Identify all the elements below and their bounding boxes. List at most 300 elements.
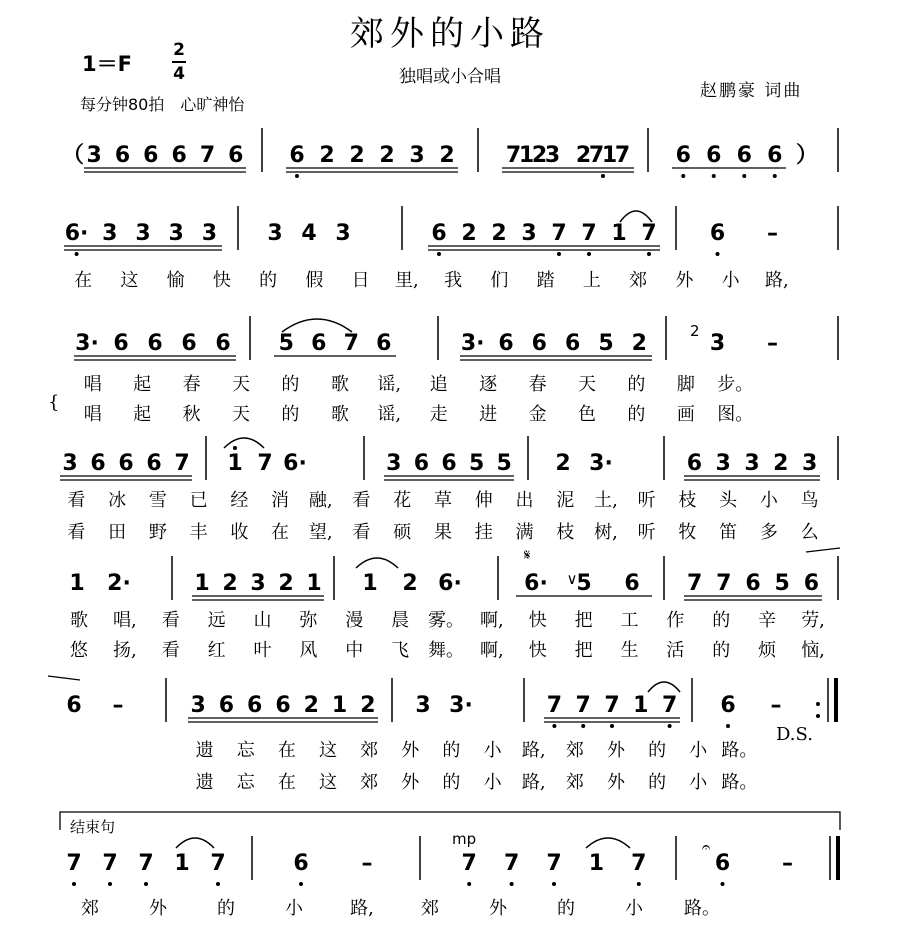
lyric-syllable: 树, [594,522,618,543]
lyric-syllable: 外 [149,898,167,919]
note-digit: 6 [215,331,231,356]
note-digit: 2 [349,143,365,168]
lyric-syllable: 画 [676,404,695,425]
low-octave-dot [610,724,614,728]
lyric-syllable: 劳, [801,610,825,631]
note-digit: 1 [227,451,243,476]
sustain-dash: – [770,693,782,718]
note-digit: 1 [362,571,378,596]
slur [356,558,398,568]
lyric-syllable: 这 [120,270,139,291]
note-digit: 6 [675,143,691,168]
low-octave-dot [510,882,514,886]
lyric-syllable: 走 [429,404,448,425]
note-digit: 1 [611,221,627,246]
note-digit: 3 [544,143,561,168]
note-digit: 6 [90,451,106,476]
note-digit: 6 [767,143,783,168]
note-digit: 7 [686,571,703,596]
low-octave-dot [552,882,556,886]
lyric-syllable: 挂 [474,522,493,543]
lyric-syllable: 啊, [480,610,504,631]
lyric-syllable: 外 [401,740,420,761]
note-digit: 7 [575,693,591,718]
time-denominator: 4 [173,64,185,84]
lyric-syllable: 硕 [393,522,412,543]
note-digit: 1 [69,571,85,596]
dynamic-mp: mp [452,830,477,848]
note-digit: 7 [604,693,620,718]
lyric-syllable: 图。 [717,404,754,425]
note-digit: 7 [614,143,631,168]
ending-bracket [60,812,840,830]
low-octave-dot [668,724,672,728]
lyric-syllable: 起 [133,374,152,395]
low-octave-dot [637,882,641,886]
note-digit: 6· [64,221,89,246]
lyric-syllable: 天 [232,404,250,425]
note-digit: 6 [498,331,514,356]
lyric-syllable: 路。 [721,772,758,793]
note-digit: 1 [633,693,649,718]
lyric-syllable: 歌 [330,374,349,395]
note-digit: 6 [709,221,726,246]
note-digit: 6 [66,693,82,718]
note-digit: 3 [250,571,266,596]
lyric-syllable: 歌 [69,610,88,631]
verse-brace: { [48,392,60,413]
lyric-syllable: 融, [308,490,333,511]
note-digit: 6 [113,331,129,356]
lyric-syllable: 日 [351,270,370,291]
note-digit: 3 [386,451,402,476]
note-digit: 7 [461,851,477,876]
lyric-syllable: 的 [648,772,667,793]
lyric-syllable: 看 [161,610,180,631]
note-digit: 7 [503,851,520,876]
note-digit: 3 [190,693,206,718]
lyric-syllable: 步。 [717,374,754,395]
lyric-syllable: 春 [182,374,201,395]
note-digit: 6 [720,693,736,718]
note-digit: 7 [546,693,563,718]
note-digit: 7 [102,851,118,876]
lyric-syllable: 土, [594,490,618,511]
note-digit: 3 [521,221,537,246]
lyric-syllable: 的 [281,374,300,395]
lyric-syllable: 的 [627,404,646,425]
lyric-syllable: 消 [271,490,290,511]
note-digit: 6 [228,143,244,168]
low-octave-dot [712,174,716,178]
note-digit: 2 [278,571,294,596]
lyric-syllable: 泥 [556,490,575,511]
note-digit: 3 [267,221,283,246]
note-digit: 1 [588,851,605,876]
lyric-syllable: 的 [281,404,300,425]
low-octave-dot [295,174,299,178]
note-digit: 6 [441,451,457,476]
lyric-syllable: 飞 [391,640,410,661]
lyric-syllable: 郊 [565,740,584,761]
note-digit: 2 [575,143,592,168]
low-octave-dot [681,174,685,178]
lyric-syllable: 愉 [166,270,185,291]
lyric-syllable: 的 [259,270,278,291]
lyric-syllable: 追 [429,374,448,395]
low-octave-dot [726,724,730,728]
lyric-syllable: 郊 [565,772,584,793]
note-digit: 3 [86,143,102,168]
lyric-syllable: 看 [67,522,86,543]
lyric-syllable: 工 [620,610,639,631]
lyric-syllable: 田 [108,522,127,543]
note-digit: 7 [631,851,647,876]
tempo-marking: 每分钟80拍 心旷神怡 [80,95,245,114]
lyric-syllable: 郊 [81,898,99,919]
lyric-syllable: 晨 [391,610,410,631]
key-signature: 1＝F [82,52,132,76]
lyric-syllable: 春 [528,374,547,395]
lyric-syllable: 恼, [801,640,825,661]
lyric-syllable: 外 [607,740,625,761]
lyric-syllable: 烦 [758,640,777,661]
lyric-syllable: 忘 [236,740,255,761]
slur [224,438,264,448]
lyric-syllable: 小 [759,490,778,511]
lyric-syllable: 啊, [480,640,504,661]
lyric-syllable: 已 [189,490,208,511]
note-digit: 6 [413,451,430,476]
lyric-syllable: 生 [620,640,639,661]
note-digit: 3· [75,331,99,356]
lyric-syllable: 的 [442,772,461,793]
lyric-syllable: 的 [442,740,461,761]
low-octave-dot [716,252,720,256]
lyric-syllable: 小 [689,772,708,793]
note-digit: 3· [589,451,613,476]
note-digit: 1 [601,143,618,168]
author-credit: 赵鹏豪 词曲 [700,81,803,101]
lyric-syllable: 满 [515,522,534,543]
low-octave-dot [552,724,556,728]
breath-tick: ∨ [566,570,578,588]
note-digit: 2 [319,143,335,168]
note-digit: 2 [773,451,789,476]
note-digit: 4 [301,221,317,246]
lyric-syllable: 听 [637,522,656,543]
ending-label: 结束句 [70,818,116,836]
note-digit: 3 [135,221,151,246]
lyric-syllable: 路。 [684,898,720,919]
lyric-syllable: 秋 [182,404,201,425]
lyric-syllable: 的 [712,640,731,661]
note-digit: 7 [641,221,657,246]
lyric-syllable: 这 [319,772,337,793]
lyric-syllable: 雪 [148,490,167,511]
lyric-syllable: 看 [67,490,86,511]
lyric-syllable: 枝 [678,490,697,511]
note-digit: 2 [439,143,455,168]
low-octave-dot [742,174,746,178]
lyric-syllable: 经 [230,490,249,511]
note-digit: 6 [803,571,820,596]
lyric-syllable: 色 [578,404,596,425]
lyric-syllable: 看 [352,522,371,543]
lyric-syllable: 把 [574,610,593,631]
lyric-syllable: 的 [217,898,235,919]
lyric-syllable: 天 [232,374,250,395]
open-paren: （ [62,143,85,168]
low-octave-dot [467,882,471,886]
lyric-syllable: 冰 [108,490,127,511]
note-digit: 2 [461,221,477,246]
note-digit: 6 [736,143,752,168]
time-numerator: 2 [173,40,185,60]
lyric-syllable: 进 [479,404,498,425]
lyric-syllable: 小 [483,740,502,761]
note-digit: 6 [706,143,722,168]
lyric-syllable: 把 [574,640,593,661]
lyric-syllable: 谣, [377,374,402,395]
dal-segno-mark: D.S. [776,724,813,745]
lyric-syllable: 郊 [360,772,379,793]
lyric-syllable: 悠 [69,640,88,661]
note-digit: 6 [247,693,263,718]
lyric-syllable: 小 [625,898,643,919]
note-digit: 5 [774,571,790,596]
lyric-syllable: 外 [401,772,420,793]
note-digit: 5 [598,331,614,356]
lyric-syllable: 假 [305,270,324,291]
note-digit: 2 [491,221,507,246]
lyric-syllable: 的 [712,610,731,631]
sustain-dash: – [361,851,373,876]
close-paren: ） [796,143,819,168]
lyric-syllable: 多 [759,522,778,543]
lyric-syllable: 路, [350,898,374,919]
repeat-dot [816,702,820,706]
lyric-syllable: 的 [648,740,667,761]
note-digit: 6 [146,451,162,476]
lyric-syllable: 在 [271,522,290,543]
low-octave-dot [587,252,591,256]
lyric-syllable: 收 [230,522,249,543]
note-digit: 2· [107,571,131,596]
note-digit: 2 [303,693,319,718]
low-octave-dot [581,724,585,728]
note-digit: 3 [409,143,425,168]
note-digit: 5 [576,571,592,596]
note-digit: 2 [222,571,238,596]
note-digit: 6 [171,143,187,168]
lyric-syllable: 起 [133,404,152,425]
note-digit: 6 [181,331,197,356]
note-digit: 6· [438,571,462,596]
lyric-syllable: 漫 [345,610,364,631]
lyric-syllable: 外 [607,772,625,793]
note-digit: 3 [709,331,726,356]
lyric-syllable: 脚 [676,374,695,395]
lyric-syllable: 快 [212,270,231,291]
lyric-syllable: 弥 [299,610,318,631]
lyric-syllable: 踏 [536,270,555,291]
slur [586,838,630,848]
lyric-syllable: 上 [582,270,601,291]
tie-start [806,548,840,552]
sustain-dash: – [767,331,778,356]
low-octave-dot [216,882,220,886]
lyric-syllable: 红 [207,640,226,661]
note-digit: 6 [376,331,392,356]
lyric-syllable: 枝 [556,522,575,543]
lyric-syllable: 听 [637,490,656,511]
note-digit: 6· [524,571,548,596]
lyric-syllable: 舞。 [428,640,464,661]
tie-end [48,676,80,680]
low-octave-dot [437,252,441,256]
lyric-syllable: 望, [308,522,333,543]
lyric-syllable: 在 [74,270,93,291]
note-digit: 7 [546,851,562,876]
page-title: 郊外的小路 [350,14,550,54]
low-octave-dot [75,252,79,256]
note-digit: 1 [518,143,535,168]
low-octave-dot [299,882,303,886]
lyric-syllable: 小 [689,740,708,761]
lyric-syllable: 天 [578,374,596,395]
lyric-syllable: 郊 [421,898,439,919]
lyric-syllable: 活 [666,640,685,661]
lyric-syllable: 么 [800,522,819,543]
low-octave-dot [557,252,561,256]
slur [176,838,214,848]
lyric-syllable: 笛 [719,522,738,543]
lyric-syllable: 雾。 [428,610,464,631]
lyric-syllable: 扬, [112,640,137,661]
lyric-syllable: 辛 [758,610,777,631]
lyric-syllable: 草 [434,490,452,511]
lyric-syllable: 小 [285,898,303,919]
note-digit: 3 [744,451,760,476]
lyric-syllable: 头 [719,490,738,511]
lyric-syllable: 小 [721,270,740,291]
lyric-syllable: 这 [319,740,337,761]
low-octave-dot [721,882,725,886]
note-digit: 7 [716,571,732,596]
lyric-syllable: 外 [489,898,507,919]
note-digit: 6 [431,221,447,246]
lyric-syllable: 在 [277,740,296,761]
note-digit: 1 [306,571,322,596]
segno-sign: 𝄋 [524,546,531,564]
note-digit: 3· [449,693,473,718]
note-digit: 1 [174,851,190,876]
note-digit: 6 [686,451,703,476]
sustain-dash: – [782,851,793,876]
lyric-syllable: 看 [352,490,371,511]
lyric-syllable: 路, [521,740,546,761]
lyric-syllable: 出 [515,490,534,511]
low-octave-dot [773,174,777,178]
lyric-syllable: 远 [207,610,226,631]
lyric-syllable: 在 [277,772,296,793]
note-digit: 6 [311,331,327,356]
note-digit: 7 [257,451,273,476]
note-digit: 6 [565,331,581,356]
note-digit: 7 [174,451,190,476]
note-digit: 6 [275,693,291,718]
lyric-syllable: 里, [395,270,419,291]
note-digit: 6 [143,143,159,168]
lyric-syllable: 忘 [236,772,255,793]
note-digit: 6· [283,451,307,476]
lyric-syllable: 路, [521,772,546,793]
lyric-syllable: 我 [444,270,463,291]
note-digit: 3· [460,331,485,356]
lyric-syllable: 快 [528,640,547,661]
note-digit: 2 [531,143,548,168]
low-octave-dot [647,252,651,256]
lyric-syllable: 路, [765,270,789,291]
note-digit: 7 [138,851,154,876]
note-digit: 6 [147,331,163,356]
subtitle: 独唱或小合唱 [399,67,501,87]
note-digit: 6 [114,143,131,168]
note-digit: 5 [468,451,485,476]
note-digit: 2 [379,143,395,168]
lyric-syllable: 的 [557,898,575,919]
low-octave-dot [601,174,605,178]
note-digit: 6 [531,331,547,356]
lyric-syllable: 金 [528,404,547,425]
sustain-dash: – [767,221,778,246]
note-digit: 3 [335,221,351,246]
slur [648,682,680,692]
note-digit: 6 [118,451,134,476]
high-octave-dot [233,446,237,450]
low-octave-dot [72,882,76,886]
note-digit: 2 [631,331,647,356]
repeat-dot [816,714,820,718]
lyric-syllable: 外 [675,270,694,291]
note-digit: 7 [210,851,226,876]
lyric-syllable: 遗 [195,772,214,793]
note-digit: 7 [199,143,216,168]
lyric-syllable: 的 [627,374,646,395]
lyric-syllable: 叶 [253,640,272,661]
note-digit: 3 [201,221,218,246]
lyric-syllable: 果 [434,522,452,543]
lyric-syllable: 谣, [377,404,402,425]
note-digit: 3 [801,451,818,476]
low-octave-dot [144,882,148,886]
note-digit: 7 [505,143,522,168]
lyric-syllable: 野 [148,522,167,543]
note-digit: 6 [218,693,235,718]
lyric-syllable: 鸟 [800,490,819,511]
lyric-syllable: 山 [253,610,272,631]
lyric-syllable: 牧 [678,522,697,543]
note-digit: 3 [62,451,78,476]
note-digit: 7 [551,221,567,246]
note-digit: 3 [715,451,731,476]
note-digit: 7 [66,851,82,876]
note-digit: 1 [331,693,348,718]
note-digit: 7 [581,221,597,246]
lyric-syllable: 唱 [83,374,102,395]
lyric-syllable: 歌 [330,404,349,425]
